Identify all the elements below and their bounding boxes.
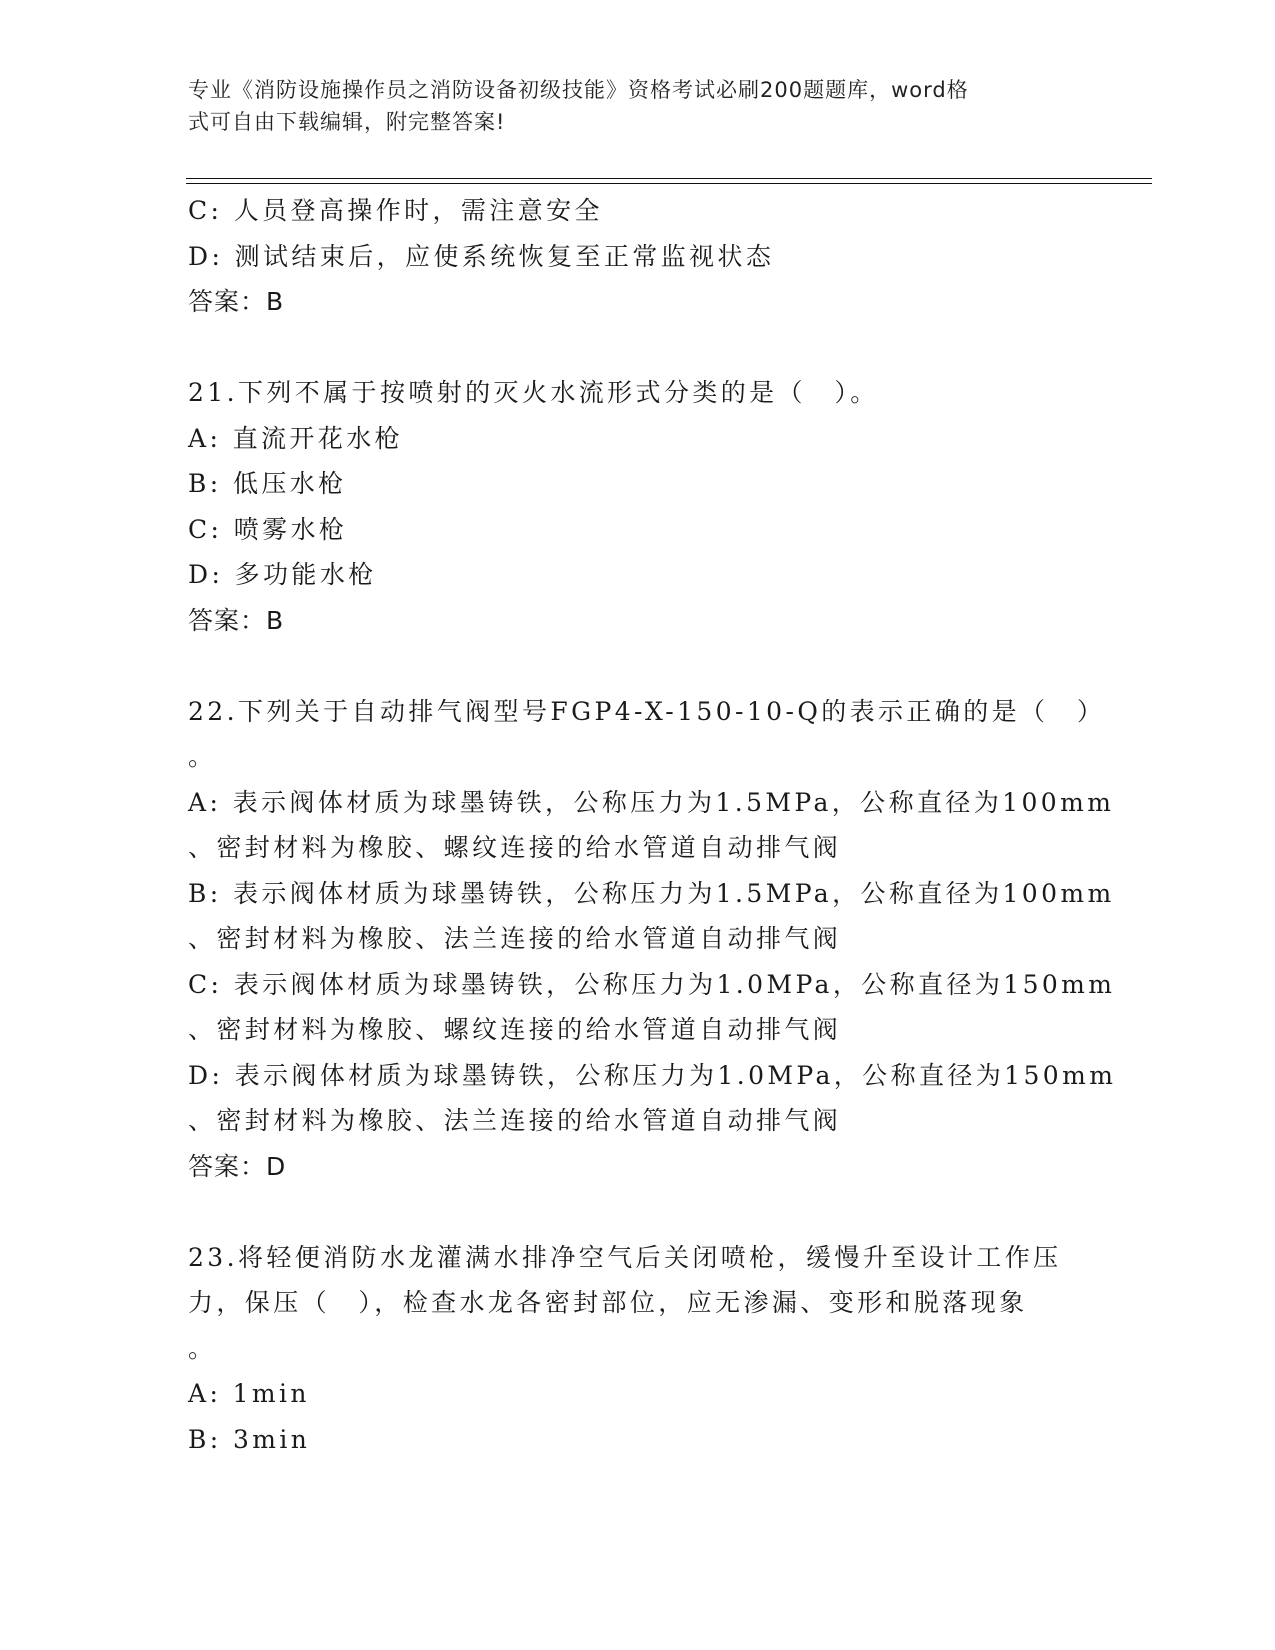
answer-line: 答案：B (188, 287, 285, 316)
question-stem-continued: 。 (188, 1333, 217, 1363)
option-b-continued: 、密封材料为橡胶、法兰连接的给水管道自动排气阀 (188, 924, 842, 953)
page-header (188, 74, 1068, 138)
header-rule-bottom (186, 183, 1152, 184)
option-b: B: 表示阀体材质为球墨铸铁，公称压力为1.5MPa，公称直径为100mm (188, 878, 1115, 908)
question-stem: 22.下列关于自动排气阀型号FGP4-X-150-10-Q的表示正确的是（ ） (188, 696, 1106, 726)
option-a: A: 直流开花水枪 (188, 423, 404, 453)
option-c: C: 表示阀体材质为球墨铸铁，公称压力为1.0MPa，公称直径为150mm (188, 969, 1116, 999)
question-block-22 (188, 689, 1117, 1190)
question-stem-continued: 。 (188, 742, 217, 771)
option-a: A: 表示阀体材质为球墨铸铁，公称压力为1.5MPa，公称直径为100mm (188, 787, 1115, 817)
spacer (188, 643, 1088, 689)
answer-line: 答案：D (188, 1151, 287, 1181)
option-a: A: 1min (188, 1379, 310, 1408)
option-d: D: 测试结束后，应使系统恢复至正常监视状态 (188, 241, 775, 271)
option-c: C: 人员登高操作时，需注意安全 (188, 196, 603, 225)
question-stem: 23.将轻便消防水龙灌满水排净空气后关闭喷枪，缓慢升至设计工作压 (188, 1242, 1062, 1272)
header-rule-top (186, 178, 1152, 179)
option-c-continued: 、密封材料为橡胶、螺纹连接的给水管道自动排气阀 (188, 1015, 842, 1044)
option-b: B: 低压水枪 (188, 469, 347, 498)
question-block-20-tail (188, 188, 1088, 325)
option-b: B: 3min (188, 1424, 311, 1454)
spacer (188, 1189, 1088, 1235)
header-line-1: 专业《消防设施操作员之消防设备初级技能》资格考试必刷200题题库，word格 (188, 78, 969, 102)
question-block-21 (188, 370, 1088, 643)
document-body (188, 188, 1117, 1462)
answer-line: 答案：B (188, 605, 285, 635)
question-block-23 (188, 1235, 1088, 1463)
option-c: C: 喷雾水枪 (188, 514, 348, 544)
spacer (188, 325, 1088, 371)
option-a-continued: 、密封材料为橡胶、螺纹连接的给水管道自动排气阀 (188, 833, 842, 862)
option-d: D: 表示阀体材质为球墨铸铁，公称压力为1.0MPa，公称直径为150mm (188, 1060, 1117, 1090)
question-stem-continued: 力，保压（ ），检查水龙各密封部位，应无渗漏、变形和脱落现象 (188, 1288, 1028, 1317)
option-d-continued: 、密封材料为橡胶、法兰连接的给水管道自动排气阀 (188, 1106, 842, 1135)
header-line-2: 式可自由下载编辑，附完整答案! (188, 110, 506, 134)
option-d: D: 多功能水枪 (188, 560, 377, 589)
question-stem: 21.下列不属于按喷射的灭火水流形式分类的是（ ）。 (188, 378, 879, 407)
